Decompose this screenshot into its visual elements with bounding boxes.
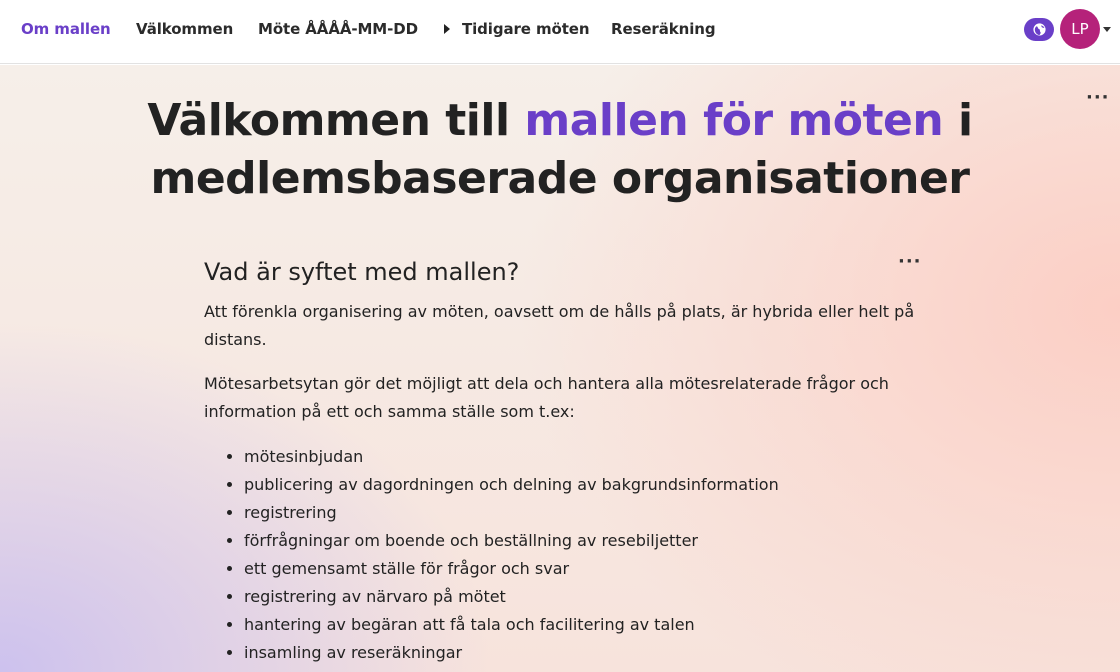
nav-item-tidigare-moten[interactable]: Tidigare möten bbox=[462, 20, 590, 38]
globe-button[interactable] bbox=[1024, 18, 1054, 41]
list-item: • ett gemensamt ställe för frågor och svar bbox=[244, 555, 779, 583]
globe-icon bbox=[1032, 22, 1047, 37]
chevron-down-icon[interactable] bbox=[1103, 27, 1111, 32]
nav-item-mote[interactable]: Möte ÅÅÅÅ-MM-DD bbox=[258, 20, 418, 38]
list-item: • registrering av närvaro på mötet bbox=[244, 583, 779, 611]
list-item: • hantering av begäran att få tala och facilitering av talen bbox=[244, 611, 779, 639]
user-avatar[interactable]: LP bbox=[1060, 9, 1100, 49]
title-part1: Välkommen till bbox=[147, 95, 525, 146]
list-item: • förfrågningar om boende och beställning av resebiljetter bbox=[244, 527, 779, 555]
feature-list bbox=[226, 443, 779, 667]
section-paragraph-2: Mötesarbetsytan gör det möjligt att dela och hantera alla mötesrelaterade frågor och information på ett och samma ställe som t.ex: bbox=[204, 374, 889, 421]
page-content bbox=[0, 65, 1120, 672]
nav-item-reserakning[interactable]: Reseräkning bbox=[611, 20, 716, 38]
section-paragraph-1: Att förenkla organisering av möten, oavsett om de hålls på plats, är hybrida eller helt på distans. bbox=[204, 302, 915, 349]
list-item: • mötesinbjudan bbox=[244, 443, 779, 471]
page-title bbox=[60, 92, 1060, 208]
title-part2: i medlemsbaserade organisationer bbox=[150, 95, 973, 204]
list-item: • insamling av reseräkningar bbox=[244, 639, 779, 667]
list-item: • publicering av dagordningen och delning av bakgrundsinformation bbox=[244, 471, 779, 499]
section-more-options-button[interactable]: ··· bbox=[898, 251, 922, 272]
title-accent: mallen för möten bbox=[524, 95, 944, 146]
top-navigation bbox=[0, 0, 1120, 64]
expand-caret-icon[interactable] bbox=[444, 24, 450, 34]
nav-item-valkommen[interactable]: Välkommen bbox=[136, 20, 234, 38]
page-more-options-button[interactable]: ··· bbox=[1086, 87, 1110, 108]
nav-item-om-mallen[interactable]: Om mallen bbox=[21, 20, 111, 38]
section-heading: Vad är syftet med mallen? bbox=[204, 258, 520, 286]
list-item: • registrering bbox=[244, 499, 779, 527]
